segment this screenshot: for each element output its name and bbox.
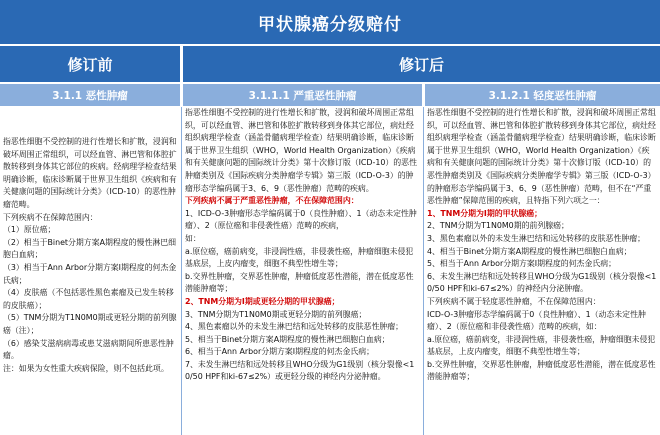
paragraph: 注：如果为女性重大疾病保险，则不包括此项。: [3, 363, 169, 373]
paragraph: 3、黑色素瘤以外的未发生淋巴结和远处转移的皮肤恶性肿瘤；: [427, 233, 646, 243]
paragraph: a.原位癌，癌前病变，非浸润性癌，非侵袭性癌，肿瘤细胞未侵犯基底层，上皮内瘤变，细胞不典型性增生等；: [185, 246, 414, 269]
paragraph: 1、ICD-O-3肿瘤形态学编码属于0（良性肿瘤）、1（动态未定性肿瘤）、2（原位癌和非侵袭性癌）范畴的疾病，: [185, 208, 417, 231]
paragraph: ICD-O-3肿瘤形态学编码属于0（良性肿瘤）、1（动态未定性肿瘤）、2（原位癌和非侵袭性癌）范畴的疾病，如：: [427, 309, 646, 332]
col1-text: [0, 107, 181, 435]
paragraph: 5、相当于Ann Arbor分期方案Ⅰ期程度的何杰金氏病；: [427, 259, 617, 269]
paragraph: 下列疾病不在保障范围内：: [3, 212, 98, 222]
paragraph: 1、TNM分期为Ⅰ期的甲状腺癌；: [427, 208, 543, 218]
paragraph: 4、黑色素瘤以外的未发生淋巴结和远处转移的皮肤恶性肿瘤；: [185, 322, 404, 332]
paragraph: 6、未发生淋巴结和远处转移且WHO分级为G1级别（核分裂像<10/50 HPF和ki-67≤2%）的神经内分泌肿瘤。: [427, 271, 657, 294]
header-after: 修订后: [183, 46, 660, 82]
paragraph: （1）原位癌；: [3, 225, 56, 235]
paragraph: 2、TNM分期为Ⅰ期或更轻分期的甲状腺癌；: [185, 296, 340, 306]
paragraph: （3）相当于Ann Arbor分期方案Ⅰ期程度的何杰金氏病；: [3, 262, 177, 285]
paragraph: （5）TNM分期为T1N0M0期或更轻分期的前列腺癌（注）；: [3, 313, 177, 335]
subheader-col3: 3.1.2.1 轻度恶性肿瘤: [425, 84, 660, 106]
paragraph: 下列疾病不属于轻度恶性肿瘤，不在保障范围内：: [427, 296, 601, 306]
paragraph: （2）相当于Binet分期方案A期程度的慢性淋巴细胞白血病；: [3, 237, 177, 260]
paragraph: 指恶性细胞不受控制的进行性增长和扩散，浸润和破坏周围正常组织，可以经血管、淋巴管和体腔扩散转移到身体其它部位的疾病。经病理学检查结果明确诊断，临床诊断属于世界卫生组织《疾病和有关健康问题的国际统计分类》（ICD-10）的恶性肿瘤范畴。: [3, 137, 177, 209]
paragraph: 6、相当于Ann Arbor分期方案Ⅰ期程度的何杰金氏病；: [185, 347, 375, 357]
paragraph: 3、TNM分期为T1N0M0期或更轻分期的前列腺癌；: [185, 309, 367, 319]
paragraph: 下列疾病不属于严重恶性肿瘤，不在保障范围内：: [185, 196, 359, 206]
col2-text: [182, 107, 423, 435]
paragraph: b.交界性肿瘤，交界恶性肿瘤，肿瘤低度恶性潜能，潜在低度恶性潜能肿瘤等；: [427, 359, 656, 382]
page-title: 甲状腺癌分级赔付: [0, 0, 660, 44]
subheader-col1: 3.1.1 恶性肿瘤: [0, 84, 180, 106]
paragraph: 如：: [185, 233, 201, 243]
paragraph: （6）感染艾滋病病毒或患艾滋病期间所患恶性肿瘤。: [3, 338, 174, 361]
paragraph: 7、未发生淋巴结和远处转移且WHO分级为G1级别（核分裂像<10/50 HPF和ki-67≤2%）或更轻分级的神经内分泌肿瘤。: [185, 359, 415, 382]
paragraph: 指恶性细胞不受控制的进行性增长和扩散，浸润和破坏周围正常组织，可以经血管、淋巴管和体腔扩散转移到身体其它部位，病灶经组织病理学检查（涵盖骨髓病理学检查）结果明确诊断，临床诊断属于世界卫生组织（WHO，World Health Organization）《疾病和有关健康问题的国际统计分类》第十次修订版（ICD-10）的恶性肿瘤类别及《国际疾病分类肿瘤学专辑》第三版（ICD-O-3）的肿瘤形态学编码属于3、6、9（恶性肿瘤）范畴，但不在“严重恶性肿瘤”保障范围的疾病，且特指下列六项之一：: [427, 108, 656, 206]
col3-text: [424, 107, 660, 435]
paragraph: 4、相当于Binet分期方案A期程度的慢性淋巴细胞白血病；: [427, 246, 632, 256]
subheader-col2: 3.1.1.1 严重恶性肿瘤: [183, 84, 422, 106]
paragraph: 指恶性细胞不受控制的进行性增长和扩散，浸润和破坏周围正常组织，可以经血管、淋巴管和体腔扩散转移到身体其它部位，病灶经组织病理学检查（涵盖骨髓病理学检查）结果明确诊断，临床诊断属于世界卫生组织（WHO，World Health Organization）《疾病和有关健康问题的国际统计分类》第十次修订版（ICD-10）的恶性肿瘤类别及《国际疾病分类肿瘤学专辑》第三版（ICD-O-3）的肿瘤形态学编码属于3、6、9（恶性肿瘤）范畴的疾病。: [185, 108, 417, 193]
paragraph: （4）皮肤癌（不包括恶性黑色素瘤及已发生转移的皮肤癌）；: [3, 288, 174, 310]
paragraph: 2、TNM分期为T1N0M0期的前列腺癌；: [427, 221, 569, 231]
paragraph: a.原位癌，癌前病变，非浸润性癌，非侵袭性癌，肿瘤细胞未侵犯基底层，上皮内瘤变，细胞不典型性增生等；: [427, 334, 656, 357]
header-before: 修订前: [0, 46, 180, 82]
paragraph: 5、相当于Binet分期方案A期程度的慢性淋巴细胞白血病；: [185, 334, 390, 344]
paragraph: b.交界性肿瘤，交界恶性肿瘤，肿瘤低度恶性潜能，潜在低度恶性潜能肿瘤等；: [185, 271, 414, 294]
